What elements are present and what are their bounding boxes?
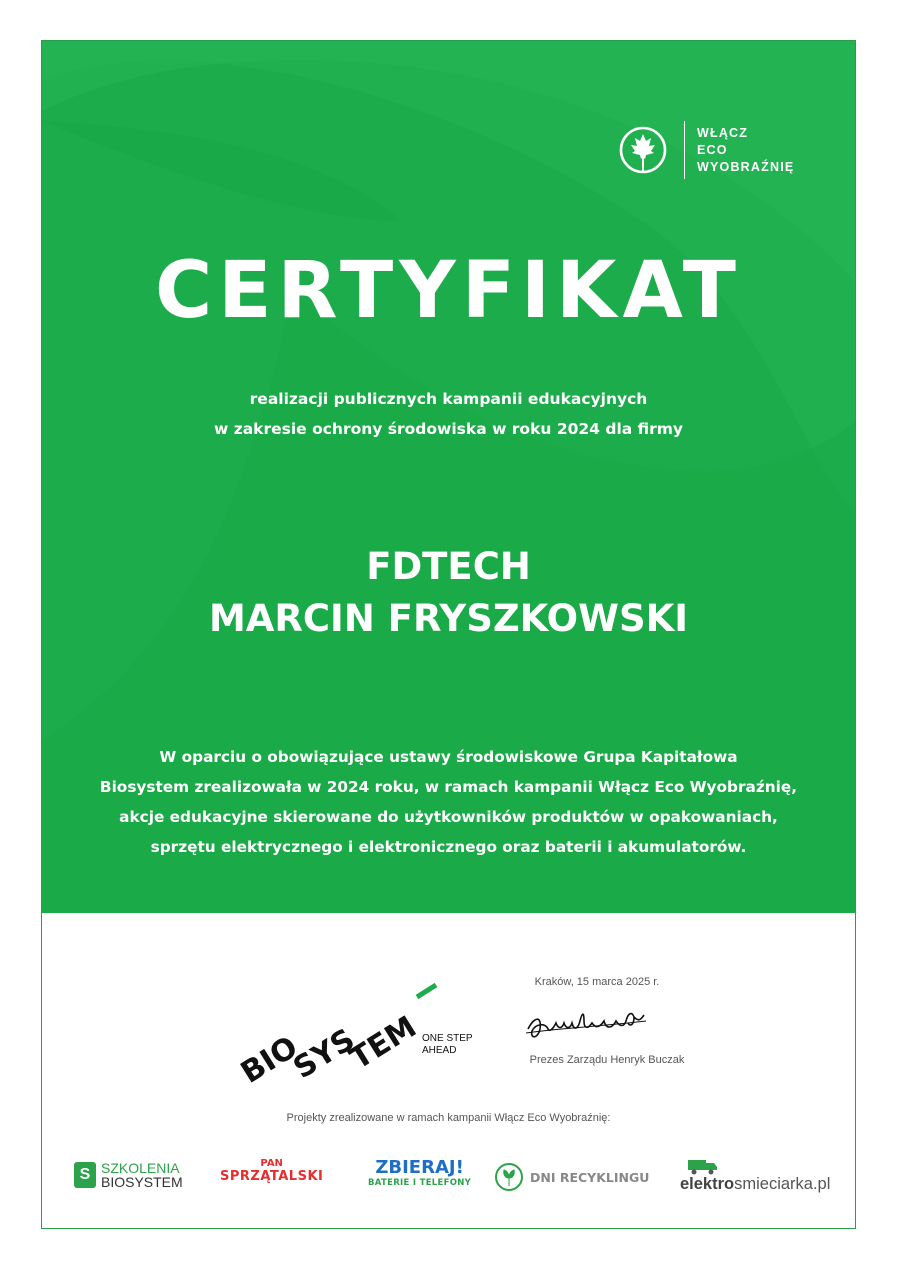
tagline-line-1: ONE STEP — [422, 1033, 473, 1044]
brand-line-1: WŁĄCZ — [697, 125, 749, 140]
pan-line-2-text: SPRZĄTALSKI — [220, 1169, 324, 1184]
company-name — [42, 541, 855, 645]
body-line-2: Biosystem zrealizowała w 2024 roku, w ramach kampanii Włącz Eco Wyobraźnię, — [99, 778, 798, 796]
projects-caption: Projekty zrealizowane w ramach kampanii Włącz Eco Wyobraźnię: — [286, 1112, 611, 1124]
pan-sprzatalski-logo — [220, 1159, 323, 1184]
green-dash — [417, 985, 436, 997]
certificate-title: CERTYFIKAT — [154, 246, 743, 336]
zbieraj-line-2: BATERIE I TELEFONY — [368, 1178, 472, 1188]
recycling-leaf-icon — [494, 1162, 524, 1192]
company-line-1: FDTECH — [366, 545, 531, 588]
elektro-bold: elektro — [680, 1175, 735, 1193]
certificate-subtitle — [42, 384, 855, 444]
company-line-2: MARCIN FRYSZKOWSKI — [208, 597, 689, 640]
certificate-frame — [41, 40, 856, 1229]
tem-text: TEM — [344, 1009, 423, 1077]
tagline-line-2: AHEAD — [422, 1045, 457, 1056]
pan-line-2 — [220, 1169, 323, 1184]
body-line-4: sprzętu elektrycznego i elektronicznego oraz baterii i akumulatorów. — [150, 838, 747, 856]
dni-text: DNI RECYKLINGU — [530, 1169, 650, 1185]
elektrosmieciarka-logo — [680, 1157, 830, 1194]
signer-name: Prezes Zarządu Henryk Buczak — [529, 1054, 685, 1066]
dni-recyklingu-logo — [494, 1162, 649, 1192]
elektro-text — [680, 1175, 830, 1194]
subtitle-line-1: realizacji publicznych kampanii edukacyjnych — [249, 390, 648, 408]
place-date: Kraków, 15 marca 2025 r. — [534, 976, 660, 988]
bio-text: BIO — [234, 1029, 304, 1091]
brand-line-2: ECO — [697, 142, 728, 157]
szkolenia-mark-icon: S — [74, 1162, 96, 1188]
brand-text — [697, 125, 794, 176]
szkolenia-line-1: SZKOLENIA — [101, 1160, 180, 1176]
maple-leaf-icon — [618, 125, 668, 175]
zbieraj-logo — [368, 1158, 471, 1188]
biosystem-logo — [222, 979, 473, 1091]
certificate-body — [62, 742, 835, 862]
body-line-3: akcje edukacyjne skierowane do użytkowników produktów w opakowaniach, — [119, 808, 778, 826]
signature — [522, 999, 652, 1047]
pan-line-1: PAN — [260, 1158, 283, 1169]
green-panel — [42, 41, 855, 913]
body-line-1: W oparciu o obowiązujące ustawy środowiskowe Grupa Kapitałowa — [159, 748, 738, 766]
truck-icon — [686, 1157, 720, 1175]
elektro-rest: smieciarka.pl — [734, 1175, 831, 1193]
szkolenia-biosystem-logo — [74, 1161, 183, 1189]
logo-separator — [684, 121, 685, 179]
szkolenia-line-2: BIOSYSTEM — [101, 1174, 183, 1190]
subtitle-line-2: w zakresie ochrony środowiska w roku 2024 dla firmy — [213, 420, 684, 438]
zbieraj-line-1: ZBIERAJ! — [375, 1157, 464, 1178]
sys-text: SYS — [287, 1022, 362, 1087]
wlacz-eco-logo — [618, 121, 794, 179]
brand-line-3: WYOBRAŹNIĘ — [697, 159, 795, 174]
